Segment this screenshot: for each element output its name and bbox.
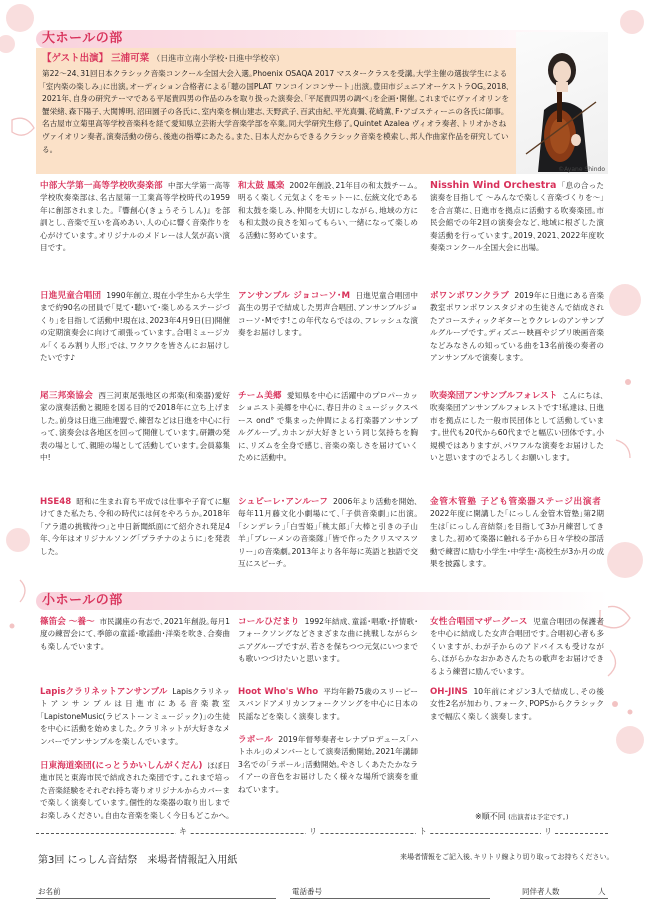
group-entry bbox=[238, 180, 418, 242]
group-name: 日東海道楽団(にっとうかいしんがくだん) bbox=[40, 761, 203, 771]
group-entry bbox=[238, 496, 418, 570]
group-description: 2002年創設､21年目の和太鼓チーム｡明るく楽しく元気よくをモットーに､伝統文化である和太鼓を楽しみ､仲間を大切にしながら､地域の方にも和太鼓の良さを知ってもらい､一緒になって楽しめる活動に努めています｡ bbox=[238, 181, 419, 240]
guest-label: 【ゲスト出演】 bbox=[42, 53, 109, 64]
group-name: 日進児童合唱団 bbox=[40, 291, 102, 301]
group-description: 1992年結成､童謡･唱歌･抒情歌･フォークソングなどさまざまな曲に挑戦しながらシニアグループですが､若さを保ちつつ元気にいつまでも歌いつづけたいと思います｡ bbox=[238, 617, 418, 664]
name-field-label: お名前 bbox=[38, 887, 61, 896]
group-entry bbox=[40, 616, 230, 653]
group-name: 女性合唱団マザーグース bbox=[430, 617, 528, 627]
guest-name: 三浦可菜 bbox=[111, 53, 150, 64]
group-name: 和太鼓 鳳楽 bbox=[238, 181, 285, 191]
group-name: シュピーレ･アンルーフ bbox=[238, 497, 328, 507]
group-description: 平均年齢75歳のスリーピースバンドアメリカンフォークソングを中心に日本の民謡などを楽しく演奏します｡ bbox=[238, 687, 419, 721]
group-description: ほぼ日進市民と東海市民で結成された楽団です｡これまで培った音楽経験をそれぞれ持ち寄りオリジナルからカバーまで楽しく演奏しています｡個性的な楽器の取り出しまでお楽しみください｡自由な音楽を楽しく今日もどこかへ｡ bbox=[40, 761, 231, 820]
group-description: 1990年創立､現在小学生から大学生まで約90名の団員で｢見て･聴いて･楽しめるステージづくり｣を目指して活動中!現在は､2023年4月9日(日)開催の定期演奏会に向けて頑張っています｡合唱ミュージカル｢くるみ割り人形｣では､ワクワクを皆さんにお届けしたいです♪ bbox=[40, 291, 230, 363]
group-description: 中部大学第一高等学校吹奏楽部は､名古屋第一工業高等学校時代の1959年に創部されました｡『響創心(きょうそうしん)』を部訓とし､音楽で互いを高めあい､人の心に響く音楽作りを心がけています｡オリジナルのメドレーは人気が高い演目です｡ bbox=[40, 181, 230, 253]
group-entry bbox=[40, 180, 230, 254]
group-entry bbox=[40, 290, 230, 364]
companions-field[interactable] bbox=[520, 898, 608, 899]
group-name: コールひだまり bbox=[238, 617, 300, 627]
small-hall-header bbox=[36, 592, 608, 610]
order-note-sub: (出演者は予定です｡) bbox=[508, 813, 569, 821]
guest-photo bbox=[516, 32, 608, 174]
form-instruction: 来場者情報をご記入後､キリトリ線より切り取ってお持ちください｡ bbox=[400, 853, 610, 861]
cut-label: ト bbox=[416, 826, 430, 837]
group-name: 中部大学第一高等学校吹奏楽部 bbox=[40, 181, 163, 191]
cut-label: リ bbox=[541, 826, 555, 837]
group-description: 2022年度に開講した｢にっしん金管木管塾｣第2期生は｢にっしん音結祭｣を目指して3か月練習してきました｡初めて楽器に触れる子から日々学校の部活動で練習に励む小学生･中学生･高校生が3か月の成果を披露します｡ bbox=[430, 509, 604, 569]
photo-credit: ©Ayane Shindo bbox=[558, 166, 605, 173]
large-hall-title: 大ホールの部 bbox=[42, 31, 123, 46]
group-entry bbox=[430, 180, 604, 254]
group-entry bbox=[40, 760, 230, 822]
group-entry bbox=[430, 290, 604, 364]
group-entry bbox=[238, 686, 418, 723]
cut-label: キ bbox=[176, 826, 190, 837]
group-description: 10年前にオジン3人で結成し､その後女性2名が加わり､フォーク､POPSからクラシックまで幅広く楽しく演奏します｡ bbox=[430, 687, 605, 721]
group-name: ラポール bbox=[238, 735, 274, 745]
group-name: 金管木管塾 子ども管楽器ステージ出演者 bbox=[430, 497, 602, 507]
group-entry bbox=[40, 686, 230, 748]
group-description: 2019年に日進にある音楽教室ポワンポワンスタジオの生徒さんで結成されたアコースティックギターとウクレレのアンサンブルグループです｡ディズニー映画やジブリ映画音楽などみなさんの知っている曲を13名前後の奏者のアンサンブルで演奏します｡ bbox=[430, 291, 604, 363]
guest-affiliation: （日進市立南小学校･日進中学校卒） bbox=[152, 54, 285, 63]
group-description: ｢息の合った演奏を目指して ～みんなで楽しく音楽づくりを～｣を合言葉に､日進市を拠点に活動する吹奏楽団｡市民会館での年2回の演奏会など､地域に根ざした演奏活動を行っています｡2019､2021､2022年度吹奏楽コンクール全国大会に出場｡ bbox=[430, 181, 605, 253]
group-entry bbox=[40, 390, 230, 464]
cut-line-labels bbox=[36, 826, 608, 838]
guest-box bbox=[36, 48, 516, 174]
group-description: 2019年督琴奏者セレナプロデュース｢ハトホル｣のメンバーとして演奏活動開始｡2021年講師3名での｢ラポール｣活動開始｡やさしくあたたかなライアーの音色をお届けしたく様々な場所で演奏を重ねています｡ bbox=[238, 735, 418, 794]
group-name: Nisshin Wind Orchestra bbox=[430, 180, 557, 191]
group-entry bbox=[238, 734, 418, 796]
small-hall-title: 小ホールの部 bbox=[42, 593, 123, 608]
group-description: 日進児童合唱団中高生の男子で結成した男声合唱団､アンサンブルジョコーソ･Mです!この年代ならではの､フレッシュな演奏をお届けします｡ bbox=[238, 291, 418, 338]
form-title: 第3回 にっしん音結祭 来場者情報記入用紙 bbox=[38, 855, 238, 866]
order-note bbox=[475, 811, 569, 822]
group-entry bbox=[430, 686, 604, 723]
group-name: 尾三邦楽協会 bbox=[40, 391, 94, 401]
group-entry bbox=[430, 496, 604, 570]
group-description: 児童合唱団の保護者を中心に結成した女声合唱団です｡合唱初心者も多くいますが､わが子からのアドバイスも受けながら､ほがらかなおかあさんたちの歌声をお届けできるよう練習に励んでいます｡ bbox=[430, 617, 604, 676]
guest-bio: 第22～24､31回日本クラシック音楽コンクール全国大会入選｡Phoenix OSAQA 2017 マスタークラスを受講｡大学主催の選抜学生による｢室内楽の楽しみ｣に出演｡オーディション合格者による｢聴の国PLAT ワンコインコンサート｣出演｡豊田市ジュニアオーケストラOG｡2018､2021年､自身の研究テーマである平尾貴四男の作品のみを取り扱った演奏会､｢平尾貴四男の調べ｣を企画･開催｡これまでにヴァイオリンを蟹栄緒､森下陽子､大関博明､沼田園子の各氏に､室内楽を桐山建志､天野武子､百武由紀､平光真彌､花崎薫､F･アゴスティーニの各氏に師事｡名古屋市立菊里高等学校音楽科を経て愛知県立芸術大学音楽学部を卒業｡同大学研究生修了｡Quintet Azalea ヴィオラ奏者､トリオかさね ヴァイオリン奏者｡演奏活動の傍ら､後進の指導にあたる｡また､日本人だからできるクラシック音楽を模索し､邦人作曲家作品を研究している｡ bbox=[42, 69, 510, 154]
group-entry bbox=[40, 496, 230, 558]
group-name: OH-JINS bbox=[430, 687, 468, 697]
group-name: Hoot Who's Who bbox=[238, 687, 319, 697]
group-entry bbox=[238, 390, 418, 464]
group-name: HSE48 bbox=[40, 497, 72, 507]
phone-field-label: 電話番号 bbox=[292, 887, 322, 896]
group-description: こんにちは､吹奏楽団アンサンブルフォレストです!私達は､日進市を拠点にした一般市民団体として活動しています｡世代も20代から60代までと幅広い団体です｡小規模ではありますが､パワフルな演奏をお届けしたいと思いますのでよろしくお願いします｡ bbox=[430, 391, 605, 463]
group-description: 昭和に生まれ育ち平成では仕事や子育てに駆けてきた私たち､令和の時代には何をやろうか｡2018年｢アラ還の挑戦待つ｣と中日新聞紙面にて紹介され発足4年､今年はオリジナルソング｢プラチナのように｣を発表した｡ bbox=[40, 497, 231, 556]
companions-field-label: 同伴者人数 bbox=[522, 887, 560, 896]
group-name: チーム美郷 bbox=[238, 391, 282, 401]
group-description: 愛知県を中心に活躍中のプロパーカッショニスト美郷を中心に､春日井のミュージックスペース ond° で集まった仲間による打楽器アンサンブルグループ｡カホンが大好きという同じ気持ちを胸に､リズムを全身で感じ､音楽の楽しさを届けていくために活動中｡ bbox=[238, 391, 418, 463]
group-description: Lapisクラリネットアンサンブルは日進市にある音楽教室｢LapistoneMusic(ラピストーンミュージック)｣の生徒を中心に活動を始めました｡クラリネットが大好きなメンバーでアンサンブルを楽しんでいます｡ bbox=[40, 687, 230, 746]
phone-field[interactable] bbox=[290, 898, 490, 899]
group-description: 2006年より活動を開始､毎年11月藤文化小劇場にて､｢子供音楽劇｣に出演｡｢シンデレラ｣｢白雪姫｣｢桃太郎｣｢大棒と引きの子山羊｣｢ブレーメンの音楽隊｣｢皆で作ったクリスマスツリー｣の音楽劇｡2013年より各年毎に英語と独語で交互にスピーチ｡ bbox=[238, 497, 419, 569]
companions-unit: 人 bbox=[598, 887, 606, 896]
group-description: 市民講座の有志で､2021年創設｡毎月1度の練習会にて､季節の童謡･歌謡曲･洋楽を吹き､合奏曲も楽しんでいます｡ bbox=[40, 617, 231, 651]
group-name: 吹奏楽団アンサンブルフォレスト bbox=[430, 391, 558, 401]
group-entry bbox=[238, 616, 418, 666]
group-name: Lapisクラリネットアンサンブル bbox=[40, 687, 168, 697]
order-note-main: ※順不同 bbox=[475, 812, 506, 821]
group-entry bbox=[430, 390, 604, 464]
group-name: ポワンポワンクラブ bbox=[430, 291, 510, 301]
group-name: アンサンブル ジョコーソ･M bbox=[238, 291, 351, 301]
cut-label: リ bbox=[306, 826, 320, 837]
guest-heading bbox=[42, 52, 284, 65]
group-entry bbox=[430, 616, 604, 678]
group-description: 西三河東尾張地区の邦楽(和楽器)愛好家の演奏活動と親睦を図る目的で2018年に立ち上げました｡前身は日進三曲連盟で､練習などは日進を中心に行って､演奏会は各地区を回って開催しています｡研鑽の発表の場として､親睦の場として活動しています｡会員募集中! bbox=[40, 391, 230, 463]
name-field[interactable] bbox=[36, 898, 276, 899]
group-entry bbox=[238, 290, 418, 340]
group-name: 篠笛会 ～養～ bbox=[40, 617, 95, 627]
violinist-photo-icon bbox=[516, 32, 608, 174]
